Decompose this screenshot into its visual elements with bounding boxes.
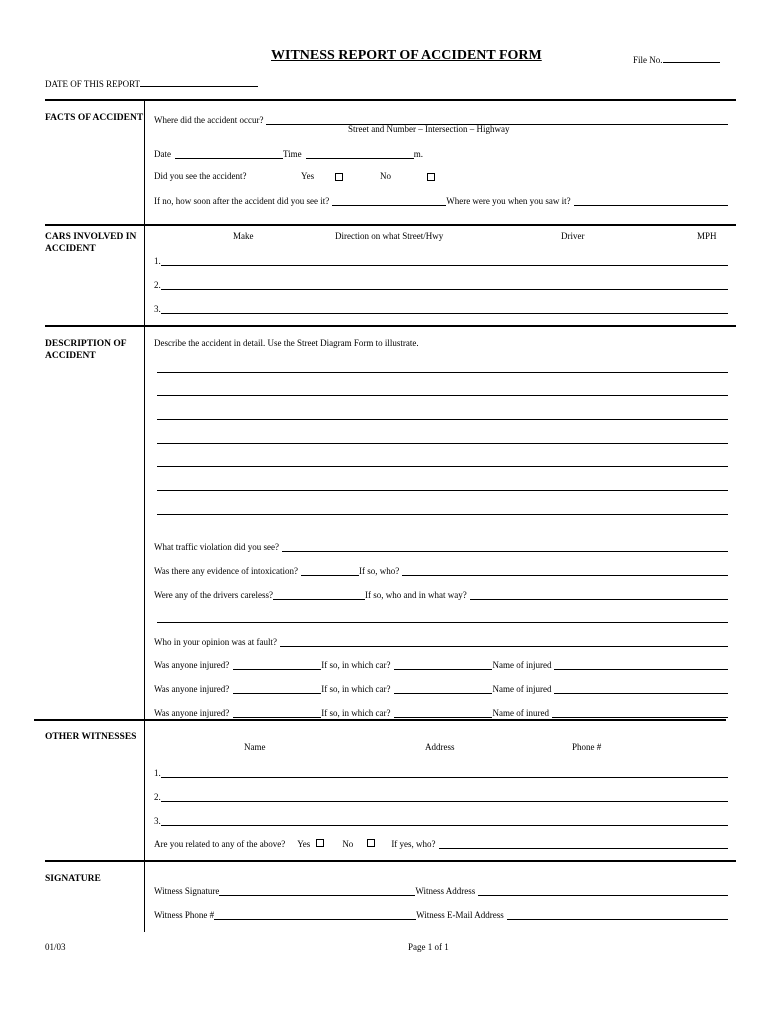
column-rule (144, 100, 145, 932)
fault-field[interactable] (280, 637, 728, 647)
careless-row (154, 588, 728, 600)
description-line[interactable] (157, 466, 728, 467)
cars-col-mph: MPH (697, 231, 717, 241)
car-row-field[interactable] (161, 280, 728, 290)
did-see-yes-checkbox[interactable] (335, 173, 343, 181)
page-number: Page 1 of 1 (408, 942, 449, 952)
related-row (154, 837, 728, 849)
injured-field[interactable] (233, 684, 321, 694)
car-row-2 (154, 278, 728, 290)
if-yes-who-label: If yes, who? (391, 839, 436, 849)
fault-row (154, 635, 728, 647)
related-yes-label: Yes (297, 839, 311, 849)
car-row-number: 2. (154, 280, 161, 290)
intoxication-who-label: If so, who? (358, 566, 400, 576)
witness-address-field[interactable] (478, 886, 728, 896)
injured-label: Was anyone injured? (154, 684, 230, 694)
which-car-field[interactable] (394, 708, 492, 718)
car-row-number: 1. (154, 256, 161, 266)
injured-field[interactable] (233, 660, 321, 670)
witnesses-col-name: Name (244, 742, 266, 752)
divider-signature (45, 860, 736, 862)
witnesses-col-address: Address (425, 742, 455, 752)
traffic-violation-label: What traffic violation did you see? (154, 542, 280, 552)
witness-signature-field[interactable] (219, 886, 415, 896)
did-see-no-label: No (380, 171, 391, 181)
careless-extra-line[interactable] (157, 622, 728, 623)
file-no (633, 53, 720, 65)
witnesses-col-phone: Phone # (572, 742, 602, 752)
where-caption: Street and Number – Intersection – Highway (348, 124, 510, 134)
witness-email-field[interactable] (507, 910, 728, 920)
injured-label: Was anyone injured? (154, 660, 230, 670)
which-car-field[interactable] (394, 684, 492, 694)
witness-row-field[interactable] (161, 792, 728, 802)
witness-row-2 (154, 790, 728, 802)
form-code: 01/03 (45, 942, 66, 952)
name-injured-label: Name of injured (492, 684, 552, 694)
where-were-you-field[interactable] (574, 196, 728, 206)
time-label: Time (283, 149, 302, 159)
signature-row (154, 884, 728, 896)
careless-who-field[interactable] (470, 590, 728, 600)
description-line[interactable] (157, 514, 728, 515)
signature-heading: SIGNATURE (45, 874, 101, 884)
car-row-field[interactable] (161, 256, 728, 266)
name-injured-field[interactable] (554, 684, 728, 694)
careless-who-label: If so, who and in what way? (364, 590, 467, 600)
cars-col-direction: Direction on what Street/Hwy (335, 231, 444, 241)
phone-row (154, 908, 728, 920)
how-soon-row (154, 194, 728, 206)
divider-cars (45, 224, 736, 226)
witness-row-3 (154, 814, 728, 826)
cars-col-make: Make (233, 231, 254, 241)
witness-phone-field[interactable] (214, 910, 416, 920)
description-line[interactable] (157, 372, 728, 373)
file-no-label: File No. (633, 55, 663, 65)
related-no-checkbox[interactable] (367, 839, 375, 847)
if-yes-who-field[interactable] (439, 839, 728, 849)
related-no-label: No (342, 839, 354, 849)
fault-label: Who in your opinion was at fault? (154, 637, 277, 647)
divider-top (45, 99, 736, 101)
careless-field[interactable] (273, 590, 365, 600)
cars-heading: CARS INVOLVED IN ACCIDENT (45, 232, 137, 254)
did-see-yes-label: Yes (301, 171, 315, 181)
description-heading: DESCRIPTION OF ACCIDENT (45, 339, 127, 361)
name-injured-label: Name of injured (492, 660, 552, 670)
description-line[interactable] (157, 490, 728, 491)
injured-row-3 (154, 706, 728, 718)
cars-col-driver: Driver (561, 231, 585, 241)
date-time-row (154, 147, 423, 159)
description-line[interactable] (157, 419, 728, 420)
description-prompt: Describe the accident in detail. Use the Street Diagram Form to illustrate. (154, 338, 419, 348)
m-label: m. (413, 149, 423, 159)
related-label: Are you related to any of the above? (154, 839, 286, 849)
how-soon-field[interactable] (332, 196, 446, 206)
where-were-you-label: Where were you when you saw it? (446, 196, 571, 206)
time-field[interactable] (306, 149, 414, 159)
date-label: Date (154, 149, 171, 159)
which-car-label: If so, in which car? (321, 660, 391, 670)
witness-signature-label: Witness Signature (154, 886, 220, 896)
name-inured-label: Name of inured (492, 708, 549, 718)
name-injured-field[interactable] (554, 660, 728, 670)
facts-heading: FACTS OF ACCIDENT (45, 113, 144, 123)
date-of-report-field[interactable] (140, 77, 258, 87)
did-you-see-label: Did you see the accident? (154, 171, 247, 181)
witness-row-number: 3. (154, 816, 161, 826)
witnesses-heading: OTHER WITNESSES (45, 732, 137, 742)
witness-address-label: Witness Address (415, 886, 476, 896)
divider-description (45, 325, 736, 327)
witness-row-field[interactable] (161, 768, 728, 778)
where-label: Where did the accident occur? (154, 115, 264, 125)
car-row-1 (154, 254, 728, 266)
date-of-report-label: DATE OF THIS REPORT (45, 79, 141, 89)
traffic-violation-row (154, 540, 728, 552)
injured-row-2 (154, 682, 728, 694)
intoxication-field[interactable] (301, 566, 359, 576)
traffic-violation-field[interactable] (282, 542, 728, 552)
witness-row-1 (154, 766, 728, 778)
witness-row-number: 1. (154, 768, 161, 778)
which-car-label: If so, in which car? (321, 684, 391, 694)
injured-label: Was anyone injured? (154, 708, 230, 718)
injured-field[interactable] (233, 708, 321, 718)
car-row-3 (154, 302, 728, 314)
car-row-field[interactable] (161, 304, 728, 314)
related-yes-checkbox[interactable] (316, 839, 324, 847)
description-line[interactable] (157, 395, 728, 396)
careless-label: Were any of the drivers careless? (154, 590, 273, 600)
did-see-no-checkbox[interactable] (427, 173, 435, 181)
which-car-label: If so, in which car? (321, 708, 391, 718)
car-row-number: 3. (154, 304, 161, 314)
date-of-report (45, 77, 258, 89)
which-car-field[interactable] (394, 660, 492, 670)
name-inured-field[interactable] (552, 708, 728, 718)
description-line[interactable] (157, 443, 728, 444)
how-soon-label: If no, how soon after the accident did you see it? (154, 196, 330, 206)
witness-row-number: 2. (154, 792, 161, 802)
date-field[interactable] (175, 149, 283, 159)
intoxication-label: Was there any evidence of intoxication? (154, 566, 298, 576)
witness-email-label: Witness E-Mail Address (416, 910, 504, 920)
divider-witnesses (34, 719, 726, 721)
witness-phone-label: Witness Phone # (154, 910, 215, 920)
witness-row-field[interactable] (161, 816, 728, 826)
intoxication-row (154, 564, 728, 576)
file-no-field[interactable] (663, 53, 720, 63)
intoxication-who-field[interactable] (402, 566, 728, 576)
injured-row-1 (154, 658, 728, 670)
form-title: WITNESS REPORT OF ACCIDENT FORM (271, 48, 542, 63)
